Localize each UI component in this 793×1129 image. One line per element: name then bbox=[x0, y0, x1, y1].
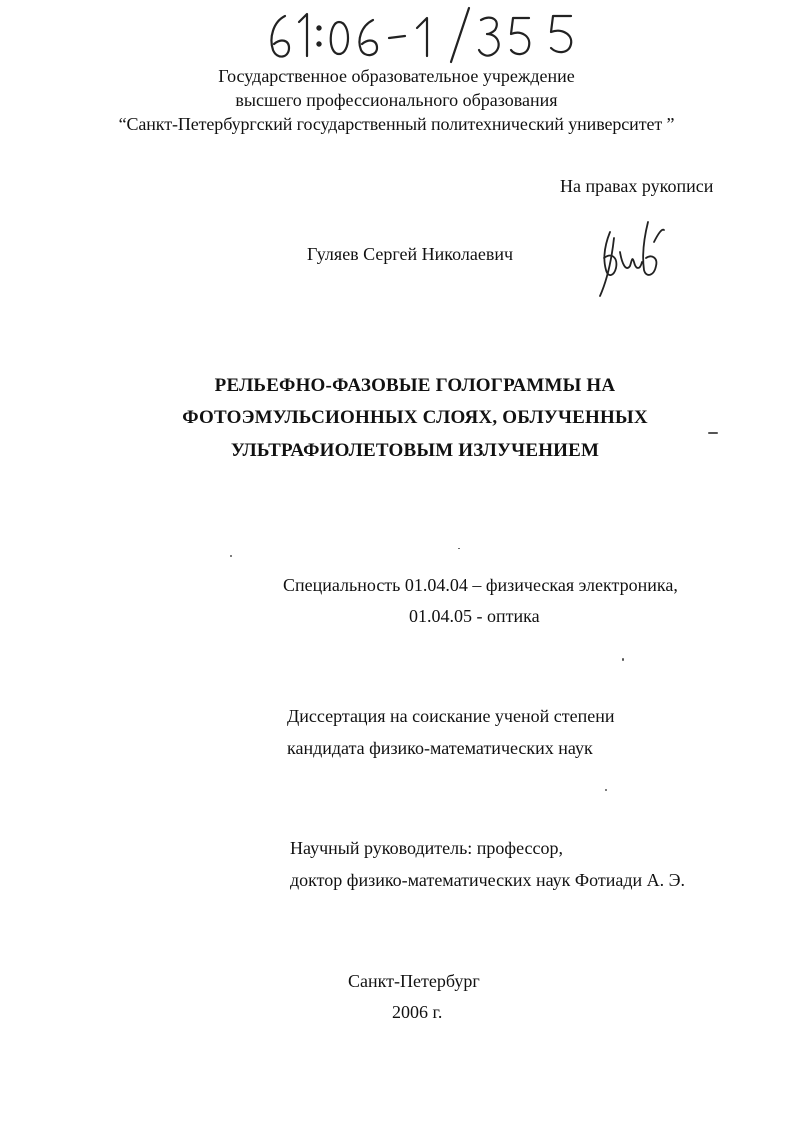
scan-speck bbox=[458, 548, 460, 549]
institution-line-1: Государственное образовательное учреждение bbox=[218, 66, 575, 86]
scan-speck bbox=[230, 555, 232, 557]
title-line-1: РЕЛЬЕФНО-ФАЗОВЫЕ ГОЛОГРАММЫ НА bbox=[214, 375, 616, 396]
specialty-line-1: Специальность 01.04.04 – физическая электроника, bbox=[283, 575, 678, 595]
specialty-line-2: 01.04.05 - оптика bbox=[409, 606, 540, 626]
scan-speck bbox=[708, 432, 718, 434]
year: 2006 г. bbox=[392, 1002, 443, 1022]
city: Санкт-Петербург bbox=[348, 971, 480, 991]
author-name: Гуляев Сергей Николаевич bbox=[307, 244, 514, 264]
scan-speck bbox=[622, 658, 624, 661]
supervisor-line-1: Научный руководитель: профессор, bbox=[290, 838, 563, 858]
dissertation-line-1: Диссертация на соискание ученой степени bbox=[287, 706, 615, 726]
signature-handwritten bbox=[588, 212, 678, 302]
institution-line-3: “Санкт-Петербургский государственный политехнический университет ” bbox=[118, 114, 675, 134]
dissertation-line-2: кандидата физико-математических наук bbox=[287, 738, 593, 758]
supervisor-line-2: доктор физико-математических наук Фотиади А. Э. bbox=[290, 870, 686, 890]
institution-line-2: высшего профессионального образования bbox=[235, 90, 558, 110]
manuscript-rights: На правах рукописи bbox=[560, 176, 714, 196]
archive-number-handwritten bbox=[255, 4, 585, 64]
title-line-2: ФОТОЭМУЛЬСИОННЫХ СЛОЯХ, ОБЛУЧЕННЫХ bbox=[182, 407, 648, 428]
scan-speck bbox=[605, 789, 607, 791]
title-line-3: УЛЬТРАФИОЛЕТОВЫМ ИЗЛУЧЕНИЕМ bbox=[230, 440, 600, 461]
